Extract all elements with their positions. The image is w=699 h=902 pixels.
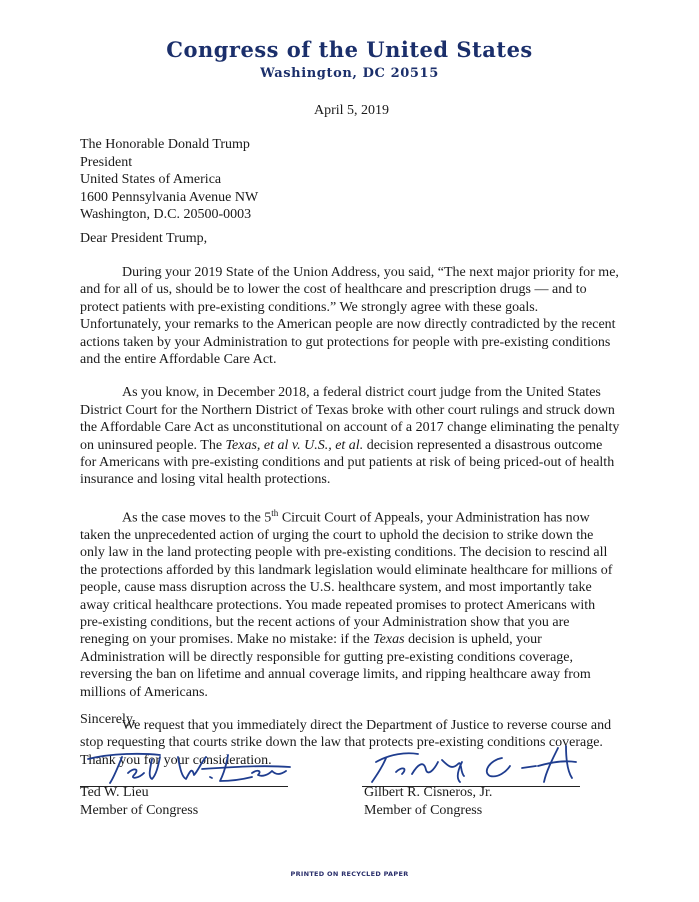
recipient-address — [80, 136, 258, 224]
closing: Sincerely, — [80, 712, 136, 727]
case-name-italic-short: Texas — [373, 632, 405, 648]
letter-date: April 5, 2019 — [314, 103, 390, 118]
paragraph-2-text-b: decision represented a disastrous outcome for Americans with pre-existing conditions and put patients at risk of being priced-out of health insurance and losing vital health protections. — [80, 437, 615, 488]
letter-body — [80, 264, 620, 769]
signature-ted-lieu — [82, 745, 297, 787]
paragraph-3-text-a: As the case moves to the 5 — [122, 510, 272, 526]
paragraph-2 — [80, 384, 620, 488]
signer-title: Member of Congress — [364, 802, 483, 818]
signer-title: Member of Congress — [80, 802, 199, 818]
signer-name: Ted W. Lieu — [80, 785, 149, 800]
recipient-name: The Honorable Donald Trump — [80, 137, 250, 152]
paragraph-3-text-c: decision is upheld, your Administration will be directly responsible for gutting pre-existing conditions coverage, reversing the ban on lifetime and annual coverage limits, and ripping healthcare away from millions of Americans. — [80, 632, 591, 700]
salutation: Dear President Trump, — [80, 231, 208, 246]
letterhead — [0, 38, 699, 81]
letterhead-subtitle: Washington, DC 20515 — [260, 66, 439, 81]
ordinal-superscript: th — [271, 507, 279, 518]
paragraph-3-text-b: Circuit Court of Appeals, your Administration has now taken the unprecedented action of urging the court to uphold the decision to strike down the only law in the land protecting people with pre-existing conditions. The decision to rescind all the protections afforded by this landmark legislation would eliminate healthcare for millions of people, cause mass disruption across the U.S. healthcare system, and most importantly take away critical healthcare protections. You made repeated promises to protect Americans with pre-existing conditions, but the recent actions of your Administration show that you are reneging on your promises. Make no mistake: if the — [80, 510, 613, 648]
letterhead-title: Congress of the United States — [166, 37, 533, 62]
recycled-paper-notice: PRINTED ON RECYCLED PAPER — [290, 870, 409, 878]
recipient-title: President — [80, 154, 133, 170]
paragraph-1: During your 2019 State of the Union Address, you said, “The next major priority for me, and for all of us, should be to lower the cost of healthcare and prescription drugs — and to protect patients with pre-existing conditions.” We strongly agree with these goals. Unfortunately, your remarks to the American people are now directly contradicted by the recent actions taken by your Administration to gut protections for people with pre-existing conditions and the entire Affordable Care Act. — [80, 265, 619, 368]
signer-right — [364, 784, 492, 819]
signer-left — [80, 784, 198, 819]
paragraph-2-text-a: As you know, in December 2018, a federal district court judge from the United States District Court for the Northern District of Texas broke with other court rulings and struck down the Affordable Care Act as unconstitutional on account of a 2017 change eliminating the penalty on uninsured people. The — [80, 385, 620, 453]
case-name-italic: Texas, et al v. U.S., et al. — [225, 437, 364, 453]
signer-name: Gilbert R. Cisneros, Jr. — [364, 785, 493, 800]
recipient-org: United States of America — [80, 172, 222, 188]
paragraph-3 — [80, 505, 620, 701]
paragraph-4: We request that you immediately direct the Department of Justice to reverse course and stop requesting that courts strike down the law that protects pre-existing conditions coverage. Thank you for your consideration. — [80, 718, 612, 768]
signature-gilbert-cisneros — [362, 740, 592, 788]
recipient-city: Washington, D.C. 20500-0003 — [80, 207, 252, 223]
recipient-street: 1600 Pennsylvania Avenue NW — [80, 189, 259, 205]
